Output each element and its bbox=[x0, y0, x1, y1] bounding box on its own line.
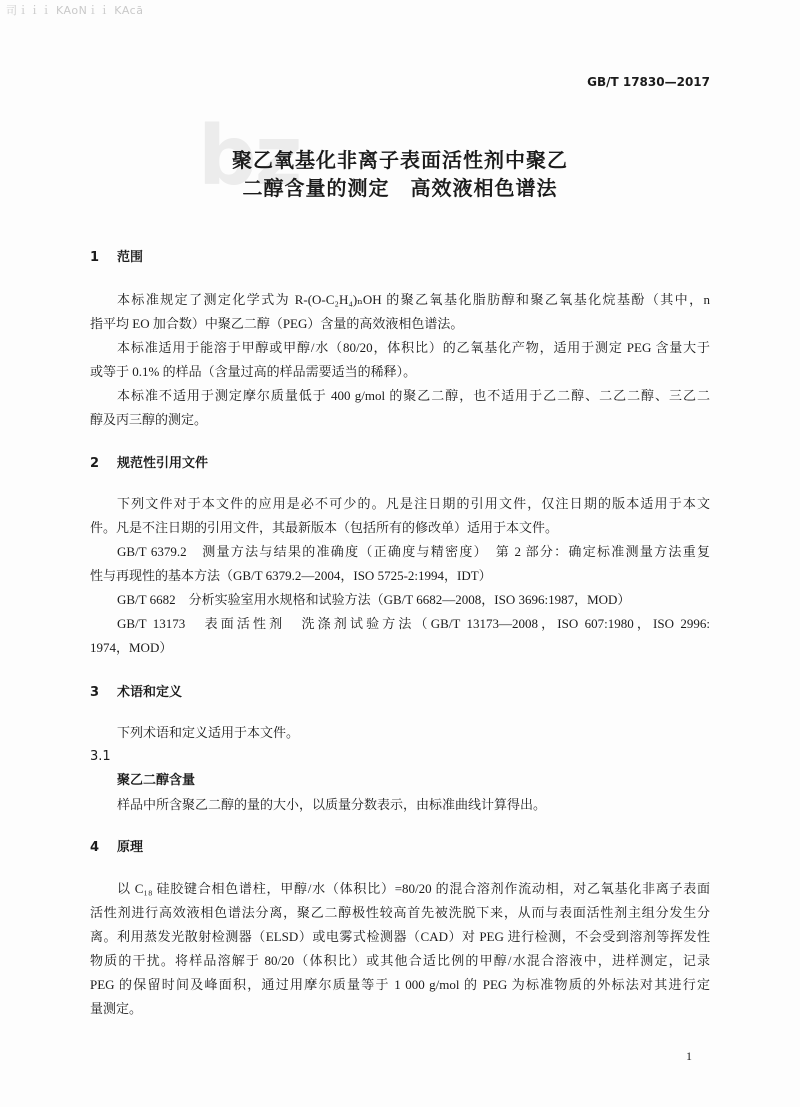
reference-line: 性与再现性的基本方法（GB/T 6379.2—2004，ISO 5725-2:1994，IDT） bbox=[90, 568, 492, 583]
section-title: 范围 bbox=[117, 250, 144, 265]
section-number: 2 bbox=[90, 456, 100, 471]
paragraph-line: 件。凡是不注日期的引用文件，其最新版本（包括所有的修改单）适用于本文件。 bbox=[90, 520, 559, 535]
reference-line: GB/T 6379.2 测量方法与结果的准确度（正确度与精密度） 第 2 部分：确定标准测量方法重复 bbox=[117, 544, 710, 559]
section-title: 原理 bbox=[117, 840, 144, 855]
title-line-1: 聚乙氧基化非离子表面活性剂中聚乙 bbox=[232, 148, 568, 172]
section-body-normative-references bbox=[90, 492, 710, 660]
paragraph-line: 活性剂进行高效液相色谱法分离，聚乙二醇极性较高首先被洗脱下来，从而与表面活性剂主组分发生分 bbox=[90, 905, 710, 920]
paragraph-line: 离。利用蒸发光散射检测器（ELSD）或电雾式检测器（CAD）对 PEG 进行检测，不会受到溶剂等挥发性 bbox=[90, 929, 710, 944]
section-title: 术语和定义 bbox=[117, 685, 183, 700]
logo-watermark: bz bbox=[198, 109, 301, 204]
section-heading-scope bbox=[90, 246, 710, 270]
paragraph-line: PEG 的保留时间及峰面积，通过用摩尔质量等于 1 000 g/mol 的 PEG 为标准物质的外标法对其进行定 bbox=[90, 977, 710, 992]
section-body-scope bbox=[90, 288, 710, 432]
section-number: 4 bbox=[90, 840, 100, 855]
paragraph-line: 本标准适用于能溶于甲醇或甲醇/水（80/20，体积比）的乙氧基化产物，适用于测定 PEG 含量大于 bbox=[117, 340, 710, 355]
header-watermark: 司ｉｉｉ KAoNｉｉ KAcā bbox=[6, 4, 144, 17]
document-code: GB/T 17830—2017 bbox=[587, 75, 710, 89]
reference-line: GB/T 13173 表面活性剂 洗涤剂试验方法（GB/T 13173—2008，ISO 607:1980，ISO 2996: bbox=[117, 616, 710, 631]
paragraph-line: 醇及丙三醇的测定。 bbox=[90, 412, 208, 427]
title-line-2: 二醇含量的测定 高效液相色谱法 bbox=[242, 176, 558, 200]
section-body-terms bbox=[90, 721, 710, 817]
paragraph-line: 本标准规定了测定化学式为 R-(O-C₂H₄)ₙOH 的聚乙氧基化脂肪醇和聚乙氧基化烷基酚（其中，n bbox=[117, 292, 710, 307]
section-heading-principle bbox=[90, 836, 710, 860]
reference-line: 1974，MOD） bbox=[90, 640, 173, 655]
paragraph-line: 下列文件对于本文件的应用是必不可少的。凡是注日期的引用文件，仅注日期的版本适用于本文 bbox=[117, 496, 710, 511]
term-name: 聚乙二醇含量 bbox=[117, 773, 196, 788]
paragraph-line: 或等于 0.1% 的样品（含量过高的样品需要适当的稀释）。 bbox=[90, 364, 417, 379]
section-number: 1 bbox=[90, 250, 100, 265]
page-number: 1 bbox=[686, 1049, 692, 1063]
paragraph-line: 本标准不适用于测定摩尔质量低于 400 g/mol 的聚乙二醇，也不适用于乙二醇、二乙二醇、三乙二 bbox=[117, 388, 710, 403]
section-heading-terms bbox=[90, 681, 710, 705]
document-title bbox=[0, 146, 800, 202]
section-number: 3 bbox=[90, 685, 100, 700]
section-heading-normative-references bbox=[90, 452, 710, 476]
paragraph-line: 指平均 EO 加合数）中聚乙二醇（PEG）含量的高效液相色谱法。 bbox=[90, 316, 464, 331]
paragraph-line: 量测定。 bbox=[90, 1001, 143, 1016]
paragraph-line: 以 C₁₈ 硅胶键合相色谱柱，甲醇/水（体积比）=80/20 的混合溶剂作流动相，对乙氧基化非离子表面 bbox=[117, 881, 710, 896]
section-title: 规范性引用文件 bbox=[117, 456, 209, 471]
section-body-principle bbox=[90, 877, 710, 1021]
paragraph-line: 下列术语和定义适用于本文件。 bbox=[117, 725, 300, 740]
term-number: 3.1 bbox=[90, 749, 111, 764]
reference-line: GB/T 6682 分析实验室用水规格和试验方法（GB/T 6682—2008，ISO 3696:1987，MOD） bbox=[117, 592, 631, 607]
term-definition: 样品中所含聚乙二醇的量的大小，以质量分数表示，由标准曲线计算得出。 bbox=[117, 797, 547, 812]
paragraph-line: 物质的干扰。将样品溶解于 80/20（体积比）或其他合适比例的甲醇/水混合溶液中，进样测定，记录 bbox=[90, 953, 710, 968]
